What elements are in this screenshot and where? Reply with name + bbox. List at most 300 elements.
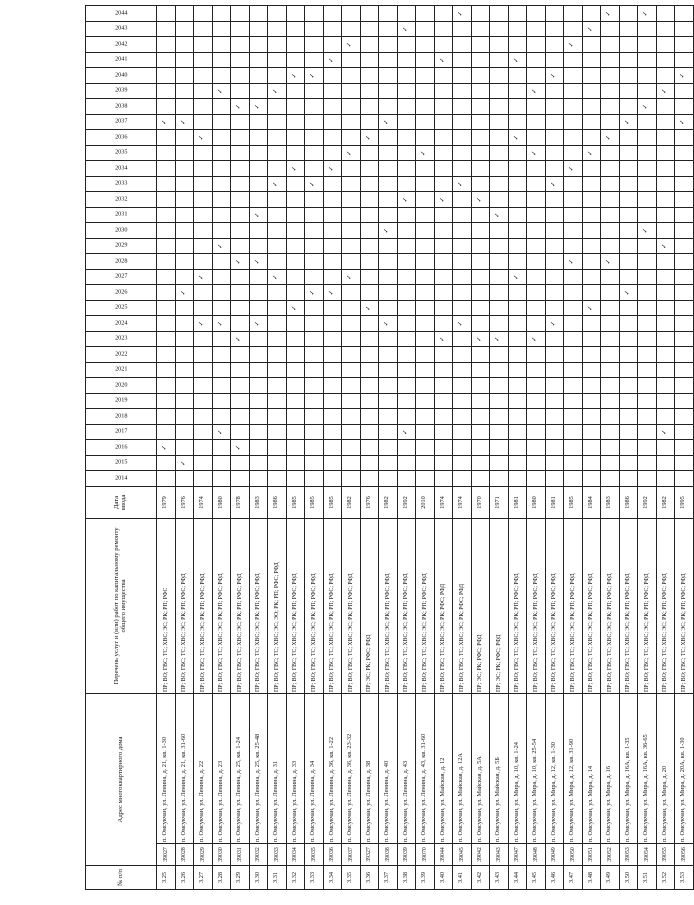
year-cell bbox=[638, 238, 657, 254]
year-cell bbox=[157, 52, 176, 68]
scheduled-mark: ✓ bbox=[679, 73, 687, 79]
year-cell bbox=[675, 145, 694, 161]
year-cell bbox=[656, 192, 675, 208]
year-cell bbox=[638, 316, 657, 332]
year-cell bbox=[268, 285, 287, 301]
year-cell bbox=[564, 362, 583, 378]
year-cell bbox=[656, 130, 675, 146]
year-cell bbox=[582, 471, 601, 487]
year-cell bbox=[268, 331, 287, 347]
scheduled-mark: ✓ bbox=[605, 135, 613, 141]
year-cell bbox=[434, 52, 453, 68]
year-cell bbox=[656, 347, 675, 363]
year-cell bbox=[360, 99, 379, 115]
year-cell bbox=[268, 37, 287, 53]
row-number: 3.49 bbox=[601, 866, 620, 890]
year-cell bbox=[545, 424, 564, 440]
commissioning-date: 1983 bbox=[249, 486, 268, 518]
commissioning-date: 1981 bbox=[545, 486, 564, 518]
year-cell bbox=[157, 378, 176, 394]
year-cell bbox=[619, 207, 638, 223]
header-year: 2031 bbox=[86, 207, 157, 223]
year-cell bbox=[175, 176, 194, 192]
year-cell bbox=[268, 362, 287, 378]
year-cell bbox=[545, 145, 564, 161]
year-cell bbox=[249, 471, 268, 487]
year-cell bbox=[379, 347, 398, 363]
year-cell bbox=[638, 52, 657, 68]
year-cell bbox=[305, 21, 324, 37]
row-number: 3.50 bbox=[619, 866, 638, 890]
year-cell bbox=[490, 52, 509, 68]
house-code: 39039 bbox=[397, 844, 416, 866]
year-cell bbox=[471, 378, 490, 394]
year-cell bbox=[416, 83, 435, 99]
year-cell bbox=[231, 269, 250, 285]
year-cell bbox=[471, 238, 490, 254]
house-code: 39054 bbox=[638, 844, 657, 866]
header-year: 2036 bbox=[86, 130, 157, 146]
year-cell bbox=[194, 176, 213, 192]
year-cell bbox=[527, 300, 546, 316]
year-cell bbox=[601, 254, 620, 270]
year-cell bbox=[268, 145, 287, 161]
year-cell bbox=[490, 68, 509, 84]
year-cell bbox=[619, 269, 638, 285]
year-cell bbox=[342, 192, 361, 208]
year-cell bbox=[342, 145, 361, 161]
year-cell bbox=[490, 161, 509, 177]
repair-services: ПР; ВО; ГВС; ТС; ХВС; ЭС; РК; РП; РФС; РФД bbox=[305, 518, 324, 693]
table-row bbox=[675, 6, 694, 890]
year-cell bbox=[323, 393, 342, 409]
year-cell bbox=[268, 207, 287, 223]
year-cell bbox=[527, 331, 546, 347]
year-cell bbox=[212, 37, 231, 53]
year-cell bbox=[582, 285, 601, 301]
year-cell bbox=[434, 6, 453, 22]
year-cell bbox=[434, 269, 453, 285]
year-cell bbox=[675, 114, 694, 130]
year-cell bbox=[434, 99, 453, 115]
header-year: 2042 bbox=[86, 37, 157, 53]
year-cell bbox=[212, 455, 231, 471]
year-cell bbox=[619, 52, 638, 68]
year-cell bbox=[286, 424, 305, 440]
year-cell bbox=[508, 52, 527, 68]
year-cell bbox=[675, 440, 694, 456]
house-code: 39051 bbox=[582, 844, 601, 866]
year-cell bbox=[231, 176, 250, 192]
house-code: 39055 bbox=[656, 844, 675, 866]
year-cell bbox=[157, 99, 176, 115]
year-cell bbox=[175, 362, 194, 378]
year-cell bbox=[416, 238, 435, 254]
year-cell bbox=[545, 269, 564, 285]
row-number: 3.28 bbox=[212, 866, 231, 890]
house-address: п. Омсукчан, ул. Ленина, д. 23 bbox=[212, 693, 231, 843]
year-cell bbox=[249, 347, 268, 363]
year-cell bbox=[268, 440, 287, 456]
year-cell bbox=[268, 99, 287, 115]
year-cell bbox=[231, 424, 250, 440]
year-cell bbox=[453, 176, 472, 192]
row-number: 3.45 bbox=[527, 866, 546, 890]
year-cell bbox=[453, 331, 472, 347]
year-cell bbox=[490, 99, 509, 115]
year-cell bbox=[305, 331, 324, 347]
scheduled-mark: ✓ bbox=[327, 290, 335, 296]
year-cell bbox=[527, 37, 546, 53]
year-cell bbox=[305, 37, 324, 53]
year-cell bbox=[471, 99, 490, 115]
year-cell bbox=[564, 161, 583, 177]
year-cell bbox=[508, 300, 527, 316]
year-cell bbox=[231, 362, 250, 378]
year-cell bbox=[212, 347, 231, 363]
year-cell bbox=[638, 254, 657, 270]
year-cell bbox=[194, 471, 213, 487]
year-cell bbox=[194, 83, 213, 99]
year-cell bbox=[508, 99, 527, 115]
year-cell bbox=[342, 68, 361, 84]
year-cell bbox=[305, 99, 324, 115]
year-cell bbox=[175, 254, 194, 270]
row-number: 3.51 bbox=[638, 866, 657, 890]
year-cell bbox=[545, 21, 564, 37]
year-cell bbox=[656, 37, 675, 53]
year-cell bbox=[619, 130, 638, 146]
year-cell bbox=[582, 238, 601, 254]
year-cell bbox=[638, 409, 657, 425]
year-cell bbox=[323, 238, 342, 254]
year-cell bbox=[323, 21, 342, 37]
scheduled-mark: ✓ bbox=[586, 305, 594, 311]
year-cell bbox=[564, 6, 583, 22]
year-cell bbox=[434, 145, 453, 161]
year-cell bbox=[564, 192, 583, 208]
year-cell bbox=[397, 440, 416, 456]
year-cell bbox=[360, 238, 379, 254]
year-cell bbox=[416, 145, 435, 161]
year-cell bbox=[527, 52, 546, 68]
house-address: п. Омсукчан, ул. Ленина, д. 43 bbox=[397, 693, 416, 843]
year-cell bbox=[490, 114, 509, 130]
year-cell bbox=[342, 440, 361, 456]
house-code: 39056 bbox=[675, 844, 694, 866]
year-cell bbox=[527, 238, 546, 254]
year-cell bbox=[379, 223, 398, 239]
year-cell bbox=[601, 192, 620, 208]
year-cell bbox=[379, 254, 398, 270]
year-cell bbox=[545, 285, 564, 301]
year-cell bbox=[582, 145, 601, 161]
year-cell bbox=[453, 161, 472, 177]
year-cell bbox=[508, 362, 527, 378]
year-cell bbox=[564, 316, 583, 332]
year-cell bbox=[582, 6, 601, 22]
year-cell bbox=[416, 161, 435, 177]
year-cell bbox=[453, 362, 472, 378]
scheduled-mark: ✓ bbox=[309, 290, 317, 296]
year-cell bbox=[323, 316, 342, 332]
table-row bbox=[656, 6, 675, 890]
year-cell bbox=[249, 99, 268, 115]
year-cell bbox=[305, 114, 324, 130]
house-address: п. Омсукчан, ул. Майская, д. 12А bbox=[453, 693, 472, 843]
year-cell bbox=[453, 68, 472, 84]
year-cell bbox=[564, 424, 583, 440]
year-cell bbox=[231, 6, 250, 22]
year-cell bbox=[175, 223, 194, 239]
year-cell bbox=[231, 83, 250, 99]
year-cell bbox=[638, 99, 657, 115]
row-number: 3.40 bbox=[434, 866, 453, 890]
year-cell bbox=[379, 68, 398, 84]
header-year: 2016 bbox=[86, 440, 157, 456]
year-cell bbox=[656, 207, 675, 223]
year-cell bbox=[545, 83, 564, 99]
row-number: 3.35 bbox=[342, 866, 361, 890]
header-year: 2015 bbox=[86, 455, 157, 471]
year-cell bbox=[638, 114, 657, 130]
year-cell bbox=[268, 21, 287, 37]
year-cell bbox=[508, 285, 527, 301]
year-cell bbox=[434, 378, 453, 394]
year-cell bbox=[564, 37, 583, 53]
year-cell bbox=[397, 83, 416, 99]
year-cell bbox=[601, 161, 620, 177]
year-cell bbox=[249, 21, 268, 37]
house-address: п. Омсукчан, ул. Ленина, д. 40 bbox=[379, 693, 398, 843]
year-cell bbox=[360, 269, 379, 285]
year-cell bbox=[434, 440, 453, 456]
house-code: 39029 bbox=[194, 844, 213, 866]
year-cell bbox=[638, 440, 657, 456]
year-cell bbox=[212, 223, 231, 239]
scheduled-mark: ✓ bbox=[383, 119, 391, 125]
year-cell bbox=[249, 161, 268, 177]
year-cell bbox=[582, 161, 601, 177]
scheduled-mark: ✓ bbox=[549, 73, 557, 79]
year-cell bbox=[157, 254, 176, 270]
house-address: п. Омсукчан, ул. Майская, д. 5А bbox=[471, 693, 490, 843]
year-cell bbox=[416, 285, 435, 301]
year-cell bbox=[194, 424, 213, 440]
year-cell bbox=[360, 455, 379, 471]
year-cell bbox=[323, 161, 342, 177]
year-cell bbox=[434, 130, 453, 146]
house-address: п. Омсукчан, ул. Ленина, д. 25, кв. 25-48 bbox=[249, 693, 268, 843]
year-cell bbox=[286, 176, 305, 192]
year-cell bbox=[397, 21, 416, 37]
year-cell bbox=[656, 378, 675, 394]
year-cell bbox=[212, 300, 231, 316]
header-year: 2021 bbox=[86, 362, 157, 378]
year-cell bbox=[601, 300, 620, 316]
year-cell bbox=[601, 471, 620, 487]
year-cell bbox=[212, 424, 231, 440]
scheduled-mark: ✓ bbox=[290, 305, 298, 311]
year-cell bbox=[249, 6, 268, 22]
year-cell bbox=[490, 455, 509, 471]
year-cell bbox=[212, 316, 231, 332]
year-cell bbox=[249, 207, 268, 223]
year-cell bbox=[268, 300, 287, 316]
year-cell bbox=[397, 300, 416, 316]
year-cell bbox=[397, 285, 416, 301]
year-cell bbox=[490, 285, 509, 301]
year-cell bbox=[675, 362, 694, 378]
year-cell bbox=[656, 52, 675, 68]
year-cell bbox=[508, 378, 527, 394]
row-number: 3.44 bbox=[508, 866, 527, 890]
year-cell bbox=[675, 176, 694, 192]
year-cell bbox=[379, 409, 398, 425]
row-number: 3.27 bbox=[194, 866, 213, 890]
year-cell bbox=[212, 254, 231, 270]
year-cell bbox=[286, 6, 305, 22]
year-cell bbox=[194, 130, 213, 146]
year-cell bbox=[286, 192, 305, 208]
scheduled-mark: ✓ bbox=[457, 321, 465, 327]
scheduled-mark: ✓ bbox=[383, 321, 391, 327]
year-cell bbox=[656, 440, 675, 456]
year-cell bbox=[619, 37, 638, 53]
scheduled-mark: ✓ bbox=[346, 42, 354, 48]
year-cell bbox=[675, 331, 694, 347]
year-cell bbox=[342, 176, 361, 192]
year-cell bbox=[471, 130, 490, 146]
year-cell bbox=[268, 316, 287, 332]
year-cell bbox=[268, 192, 287, 208]
year-cell bbox=[656, 300, 675, 316]
year-cell bbox=[675, 99, 694, 115]
year-cell bbox=[397, 68, 416, 84]
year-cell bbox=[231, 393, 250, 409]
table-row bbox=[434, 6, 453, 890]
year-cell bbox=[175, 99, 194, 115]
year-cell bbox=[175, 331, 194, 347]
year-cell bbox=[545, 378, 564, 394]
year-cell bbox=[157, 145, 176, 161]
repair-services: ПР; ВО; ГВС; ТС; ХВС; ЭС; РК; РП; РФС; РФД bbox=[249, 518, 268, 693]
year-cell bbox=[416, 331, 435, 347]
year-cell bbox=[286, 37, 305, 53]
house-code: 39047 bbox=[508, 844, 527, 866]
year-cell bbox=[656, 6, 675, 22]
year-cell bbox=[675, 130, 694, 146]
year-cell bbox=[582, 316, 601, 332]
repair-services: ПР; ВО; ГВС; ТС; ХВС; ЭС; РК; РП; РФС; РФД bbox=[582, 518, 601, 693]
table-row bbox=[249, 6, 268, 890]
scheduled-mark: ✓ bbox=[457, 181, 465, 187]
year-cell bbox=[434, 300, 453, 316]
house-code: 39032 bbox=[249, 844, 268, 866]
year-cell bbox=[323, 269, 342, 285]
scheduled-mark: ✓ bbox=[475, 336, 483, 342]
year-cell bbox=[157, 223, 176, 239]
repair-services: ПР; ВО; ГВС; ТС; ХВС; ЭС; РК; РФС; РФД bbox=[453, 518, 472, 693]
year-cell bbox=[490, 37, 509, 53]
year-cell bbox=[545, 455, 564, 471]
year-cell bbox=[545, 68, 564, 84]
year-cell bbox=[323, 254, 342, 270]
year-cell bbox=[471, 52, 490, 68]
year-cell bbox=[231, 238, 250, 254]
year-cell bbox=[249, 254, 268, 270]
year-cell bbox=[286, 114, 305, 130]
year-cell bbox=[527, 99, 546, 115]
year-cell bbox=[157, 316, 176, 332]
year-cell bbox=[175, 207, 194, 223]
year-cell bbox=[638, 331, 657, 347]
scheduled-mark: ✓ bbox=[623, 290, 631, 296]
repair-services: ПР; ВО; ГВС; ТС; ХВС; ЭС; РК; РП; РФС; РФД bbox=[601, 518, 620, 693]
year-cell bbox=[508, 176, 527, 192]
year-cell bbox=[638, 424, 657, 440]
year-cell bbox=[305, 207, 324, 223]
year-cell bbox=[508, 238, 527, 254]
year-cell bbox=[397, 378, 416, 394]
scheduled-mark: ✓ bbox=[438, 57, 446, 63]
year-cell bbox=[619, 331, 638, 347]
year-cell bbox=[434, 409, 453, 425]
year-cell bbox=[305, 83, 324, 99]
year-cell bbox=[508, 254, 527, 270]
year-cell bbox=[434, 347, 453, 363]
year-cell bbox=[231, 471, 250, 487]
year-cell bbox=[231, 52, 250, 68]
scheduled-mark: ✓ bbox=[179, 119, 187, 125]
scheduled-mark: ✓ bbox=[642, 228, 650, 234]
year-cell bbox=[656, 269, 675, 285]
year-cell bbox=[490, 316, 509, 332]
year-cell bbox=[638, 471, 657, 487]
year-cell bbox=[527, 130, 546, 146]
year-cell bbox=[508, 440, 527, 456]
year-cell bbox=[601, 285, 620, 301]
year-cell bbox=[656, 83, 675, 99]
year-cell bbox=[157, 393, 176, 409]
scheduled-mark: ✓ bbox=[383, 228, 391, 234]
year-cell bbox=[582, 83, 601, 99]
table-row bbox=[360, 6, 379, 890]
year-cell bbox=[545, 99, 564, 115]
table-row bbox=[342, 6, 361, 890]
year-cell bbox=[194, 223, 213, 239]
year-cell bbox=[656, 362, 675, 378]
year-cell bbox=[323, 145, 342, 161]
year-cell bbox=[286, 409, 305, 425]
commissioning-date: 1992 bbox=[638, 486, 657, 518]
year-cell bbox=[342, 455, 361, 471]
scheduled-mark: ✓ bbox=[235, 259, 243, 265]
year-cell bbox=[564, 393, 583, 409]
commissioning-date: 1976 bbox=[175, 486, 194, 518]
scheduled-mark: ✓ bbox=[401, 429, 409, 435]
year-cell bbox=[360, 331, 379, 347]
year-cell bbox=[157, 424, 176, 440]
header-year: 2019 bbox=[86, 393, 157, 409]
year-cell bbox=[157, 362, 176, 378]
scheduled-mark: ✓ bbox=[475, 197, 483, 203]
year-cell bbox=[453, 99, 472, 115]
year-cell bbox=[305, 347, 324, 363]
year-cell bbox=[545, 207, 564, 223]
year-cell bbox=[508, 192, 527, 208]
year-cell bbox=[379, 83, 398, 99]
